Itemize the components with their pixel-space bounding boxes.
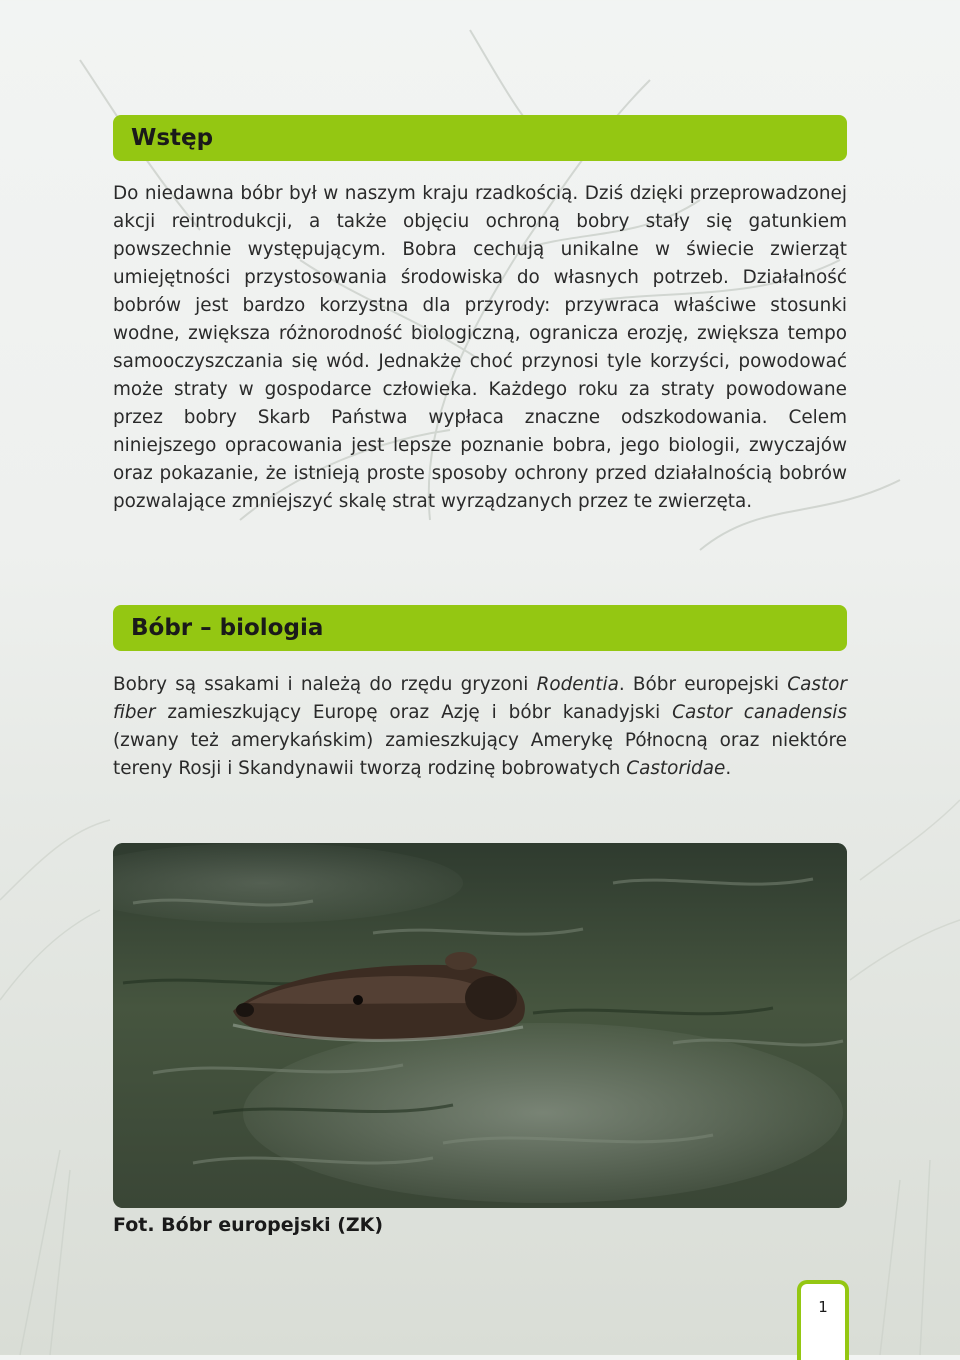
latin-name-castor-fiber: Castor fiber: [113, 674, 847, 723]
beaver-photo: [113, 843, 847, 1208]
section-heading-biology-text: Bóbr – biologia: [131, 615, 324, 641]
section-heading-biology: [113, 605, 847, 651]
beaver-illustration: [113, 843, 847, 1208]
latin-name-castor-canadensis: Castor canadensis: [672, 702, 847, 723]
biology-paragraph: [113, 671, 847, 783]
page-number: 1: [797, 1280, 849, 1360]
section-heading-intro: [113, 115, 847, 161]
latin-name-castoridae: Castoridae: [626, 758, 726, 779]
biology-text-4: (zwany też amerykańskim) zamieszkujący Amerykę Północną oraz niektóre tereny Rosji i Skandynawii tworzą rodzinę bobrowatych: [113, 730, 847, 779]
biology-text-5: .: [725, 758, 732, 779]
section-heading-intro-text: Wstęp: [131, 125, 214, 151]
intro-paragraph: Do niedawna bóbr był w naszym kraju rzadkością. Dziś dzięki przeprowadzonej akcji reintrodukcji, a także objęciu ochroną bobry stały się gatunkiem powszechnie występującym. Bobra cechują unikalne w świecie zwierząt umiejętności przystosowania środowiska do własnych potrzeb. Działalność bobrów jest bardzo korzystna dla przyrody: przywraca właściwe stosunki wodne, zwiększa różnorodność biologiczną, ogranicza erozję, zwiększa tempo samooczyszczania się wód. Jednakże choć przynosi tyle korzyści, powodować może straty w gospodarce człowieka. Każdego roku za straty powodowane przez bobry Skarb Państwa wypłaca znaczne odszkodowania. Celem niniejszego opracowania jest lepsze poznanie bobra, jego biologii, zwyczajów oraz pokazanie, że istnieją proste sposoby ochrony przed działalnością bobrów pozwalające zmniejszyć skalę strat wyrządzanych przez te zwierzęta.: [113, 183, 847, 512]
biology-text-2: . Bóbr europejski: [618, 674, 788, 695]
photo-caption: Fot. Bóbr europejski (ZK): [113, 1214, 384, 1236]
biology-text-3: zamieszkujący Europę oraz Azję i bóbr kanadyjski: [155, 702, 673, 723]
biology-text-1: Bobry są ssakami i należą do rzędu gryzoni: [113, 674, 537, 695]
latin-name-rodentia: Rodentia: [536, 674, 619, 695]
